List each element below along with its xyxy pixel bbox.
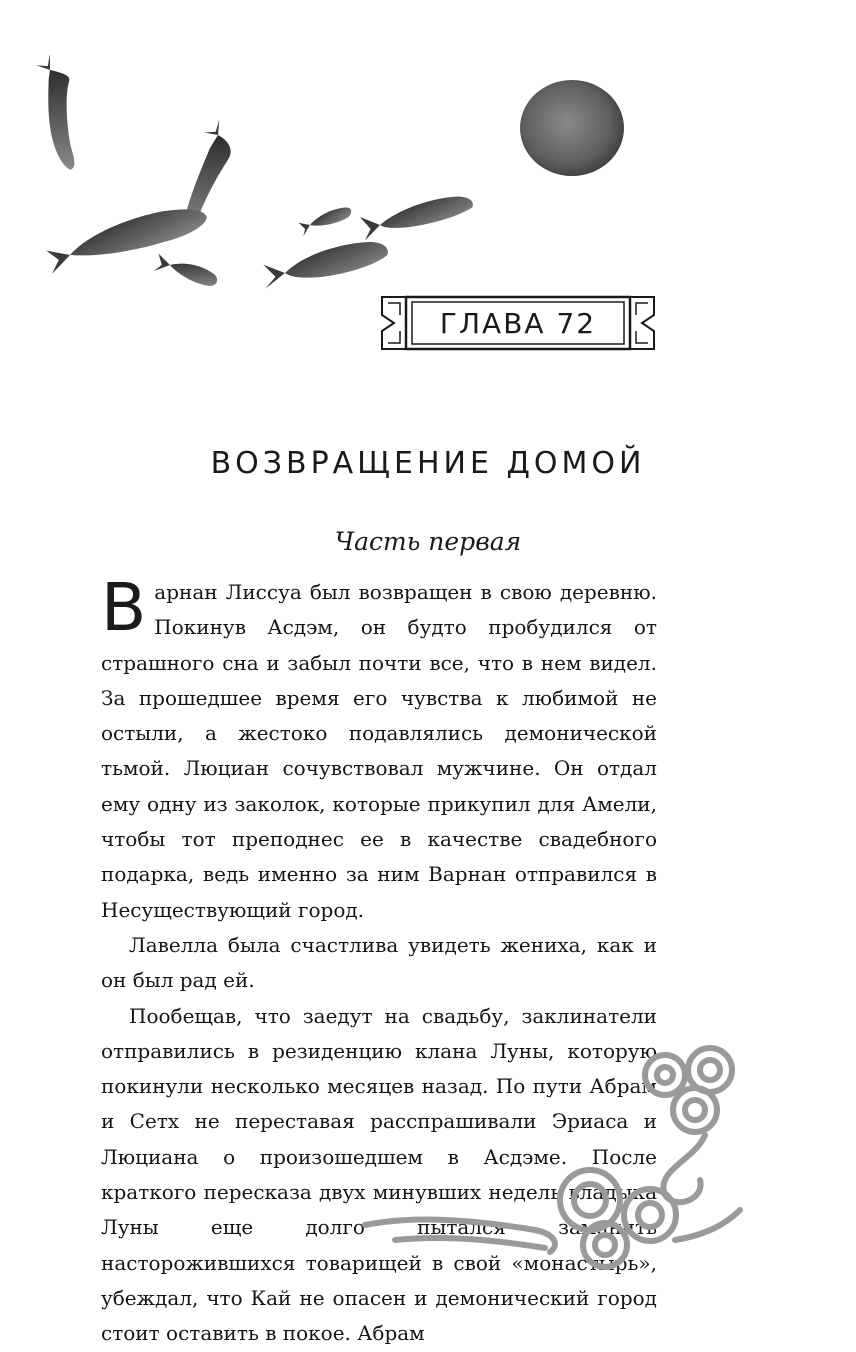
part-title: Часть первая bbox=[334, 527, 522, 556]
paragraph-3: Пообещав, что заедут на свадьбу, заклинатели отправились в резиденцию клана Луны, которую покинули несколько месяцев назад. По пути Абрам и Сетх не переставая расспрашивали Эриаса и Люциана о произошедшем в Асдэме. После краткого пересказа двух минувших недель владыка Луны еще долго пытался заманить насторожившихся товарищей в свой «монастырь», убеждал, что Кай не опасен и демонический город стоит оставить в покое. Абрам bbox=[101, 1003, 657, 1346]
koi-fish-illustration bbox=[30, 55, 510, 325]
swirling-cloud-icon bbox=[355, 1030, 745, 1270]
paragraph-1 bbox=[101, 569, 657, 928]
moon-icon bbox=[518, 78, 626, 178]
koi-fish-icon bbox=[30, 55, 120, 171]
chapter-title: ВОЗВРАЩЕНИЕ ДОМОЙ bbox=[210, 446, 646, 481]
koi-fish-icon bbox=[154, 254, 220, 288]
drop-cap: В bbox=[101, 569, 147, 646]
koi-fish-icon bbox=[260, 238, 390, 289]
chapter-number: ГЛАВА 72 bbox=[439, 306, 597, 340]
paragraph-1-text: арнан Лиссуа был возвращен в свою деревню. Покинув Асдэм, он будто пробудился от страшного сна и забыл почти все, что в нем видел. За прошедшее время его чувства к любимой не остыли, а жестоко подавлялись демонической тьмой. Люциан сочувствовал мужчине. Он отдал ему одну из заколок, которые прикупил для Амели, чтобы тот преподнес ее в качестве свадебного подарка, ведь именно за ним Варнан отправился в Несуществующий город. bbox=[101, 580, 657, 922]
koi-fish-icon bbox=[360, 192, 476, 240]
paragraph-2: Лавелла была счастлива увидеть жениха, как и он был рад ей. bbox=[101, 932, 657, 993]
koi-fish-icon bbox=[44, 201, 211, 274]
koi-fish-icon bbox=[299, 204, 354, 236]
